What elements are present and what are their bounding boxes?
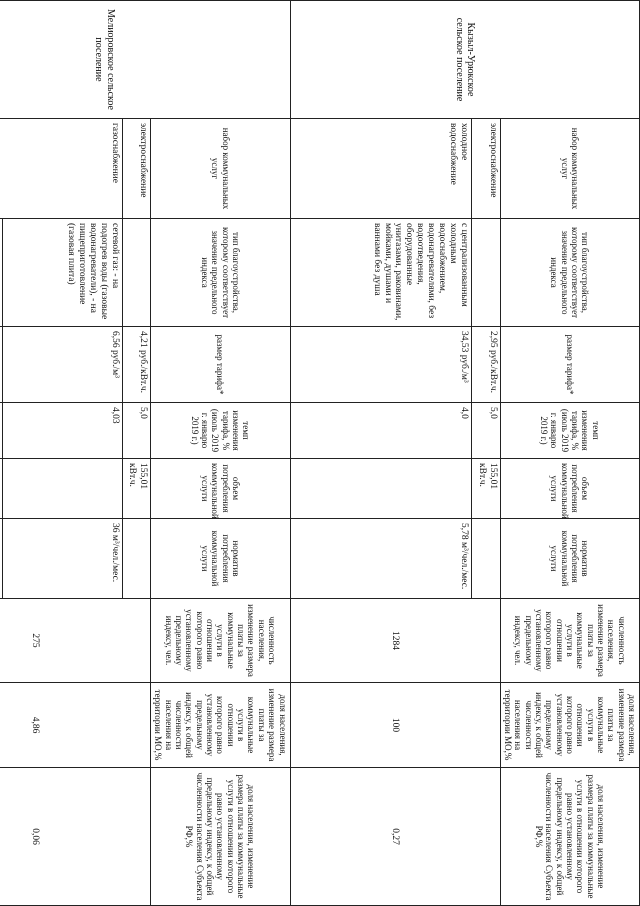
header-tariff: размер тарифа* [500,327,639,403]
header-count: численность населения, изменение размера платы за коммунальные услуги в отношении которого равно установленному предельному индексу, чел. [151,599,290,683]
norm-value: 5,78 м³/чел./мес. [459,523,470,590]
service-name: электроснабжение [472,119,500,218]
count-value: 275 [0,599,151,683]
header-type: тип благоустройства, которому соответствует значение предельного индекса [151,219,290,327]
header-volume: объем потребления коммунальной услуги [500,459,639,519]
header-norm: норматив потребления коммунальной услуги [151,519,290,599]
norm-cell [290,519,500,599]
settlement-name: Мелиоровское сельское поселение [0,1,290,119]
service-name: газоснабжение [109,123,120,183]
header-rate: темп изменения тарифа, % (июль 2019 г. январю 2019 г.) [151,403,290,459]
volume-value: 155,01 кВт.ч. [472,459,500,518]
header-share-rf: доля населения, изменение размера платы за коммунальные услуги в отношении которого равно установленному предельному индексу, к общей численности населения Субъекта РФ,% [500,768,639,906]
header-share-mo: доля населения, изменение размера платы за коммунальные услуги в отношении которого равно установленному предельному индексу, к общей численности населения на территории МО,% [151,683,290,768]
share-rf-value: 0,06 [0,768,151,906]
volume-cell [290,459,500,519]
header-share-mo: доля населения, изменение размера платы за коммунальные услуги в отношении которого равно установленному предельному индексу, к общей численности населения на территории МО,% [500,683,639,768]
header-volume: объем потребления коммунальной услуги [151,459,290,519]
header-services: набор коммунальных услуг [500,119,639,219]
rate-value [0,403,2,458]
type-text [122,219,150,326]
tariff-value [0,327,2,402]
tariff-cell [0,327,151,403]
rate-cell [290,403,500,459]
header-services: набор коммунальных услуг [151,119,290,219]
header-type: тип благоустройства, которому соответствует значение предельного индекса [500,219,639,327]
volume-cell [0,459,151,519]
header-count: численность населения, изменение размера платы за коммунальные услуги в отношении которого равно установленному предельному индексу, чел. [500,599,639,683]
norm-value: 36 м³/чел./мес. [2,519,122,598]
type-text [0,219,2,326]
type-cell [290,219,500,327]
rate-value: 4,0 [459,407,470,419]
tariff-value: 2,95 руб./кВт.ч. [472,327,500,402]
service-name: холодное водоснабжение [448,123,470,185]
norm-cell [0,519,151,599]
services-cell [0,119,151,219]
share-mo-value: 4,86 [0,683,151,768]
volume-value [0,459,2,518]
settlement-name: Кызыл-Урюкское сельское поселение [290,1,639,119]
norm-value [472,519,500,598]
norm-value [122,519,150,598]
type-cell [0,219,151,327]
tariff-value: 34,53 руб./м³ [459,331,470,383]
header-share-rf: доля населения, изменение размера платы за коммунальные услуги в отношении которого равно установленному предельному индексу, к общей численности населения Субъекта РФ,% [151,768,290,906]
type-text: с централизованным холодным водоснабжением, водонагревателями, без водоотведения, оборудованные унитазами, раковинами, мойками, душами и ваннами без душа [371,223,470,321]
count-value: 1284 [290,599,500,683]
service-name: электроснабжение [122,119,150,218]
header-tariff: размер тарифа* [151,327,290,403]
volume-value: 155,01 кВт.ч. [122,459,150,518]
tariff-value: 6,56 руб./м³ [2,327,122,402]
volume-value [291,459,472,518]
header-rate: темп изменения тарифа, % (июль 2019 г. январю 2019 г.) [500,403,639,459]
rate-value: 5,0 [472,403,500,458]
tariff-cell [290,327,500,403]
type-text: сетевой газ: - на подогрев воды (газовые водонагреватели), - на пищеприготовление (газовая плита) [2,219,122,326]
rate-cell [0,403,151,459]
rate-value: 5,0 [122,403,150,458]
share-mo-value: 100 [290,683,500,768]
share-rf-value: 0,27 [290,768,500,906]
volume-value [2,459,122,518]
type-text [472,219,500,326]
rate-value: 4,03 [2,403,122,458]
tariff-value: 4,21 руб./кВт.ч. [122,327,150,402]
norm-value [0,519,2,598]
services-cell [290,119,500,219]
header-norm: норматив потребления коммунальной услуги [500,519,639,599]
